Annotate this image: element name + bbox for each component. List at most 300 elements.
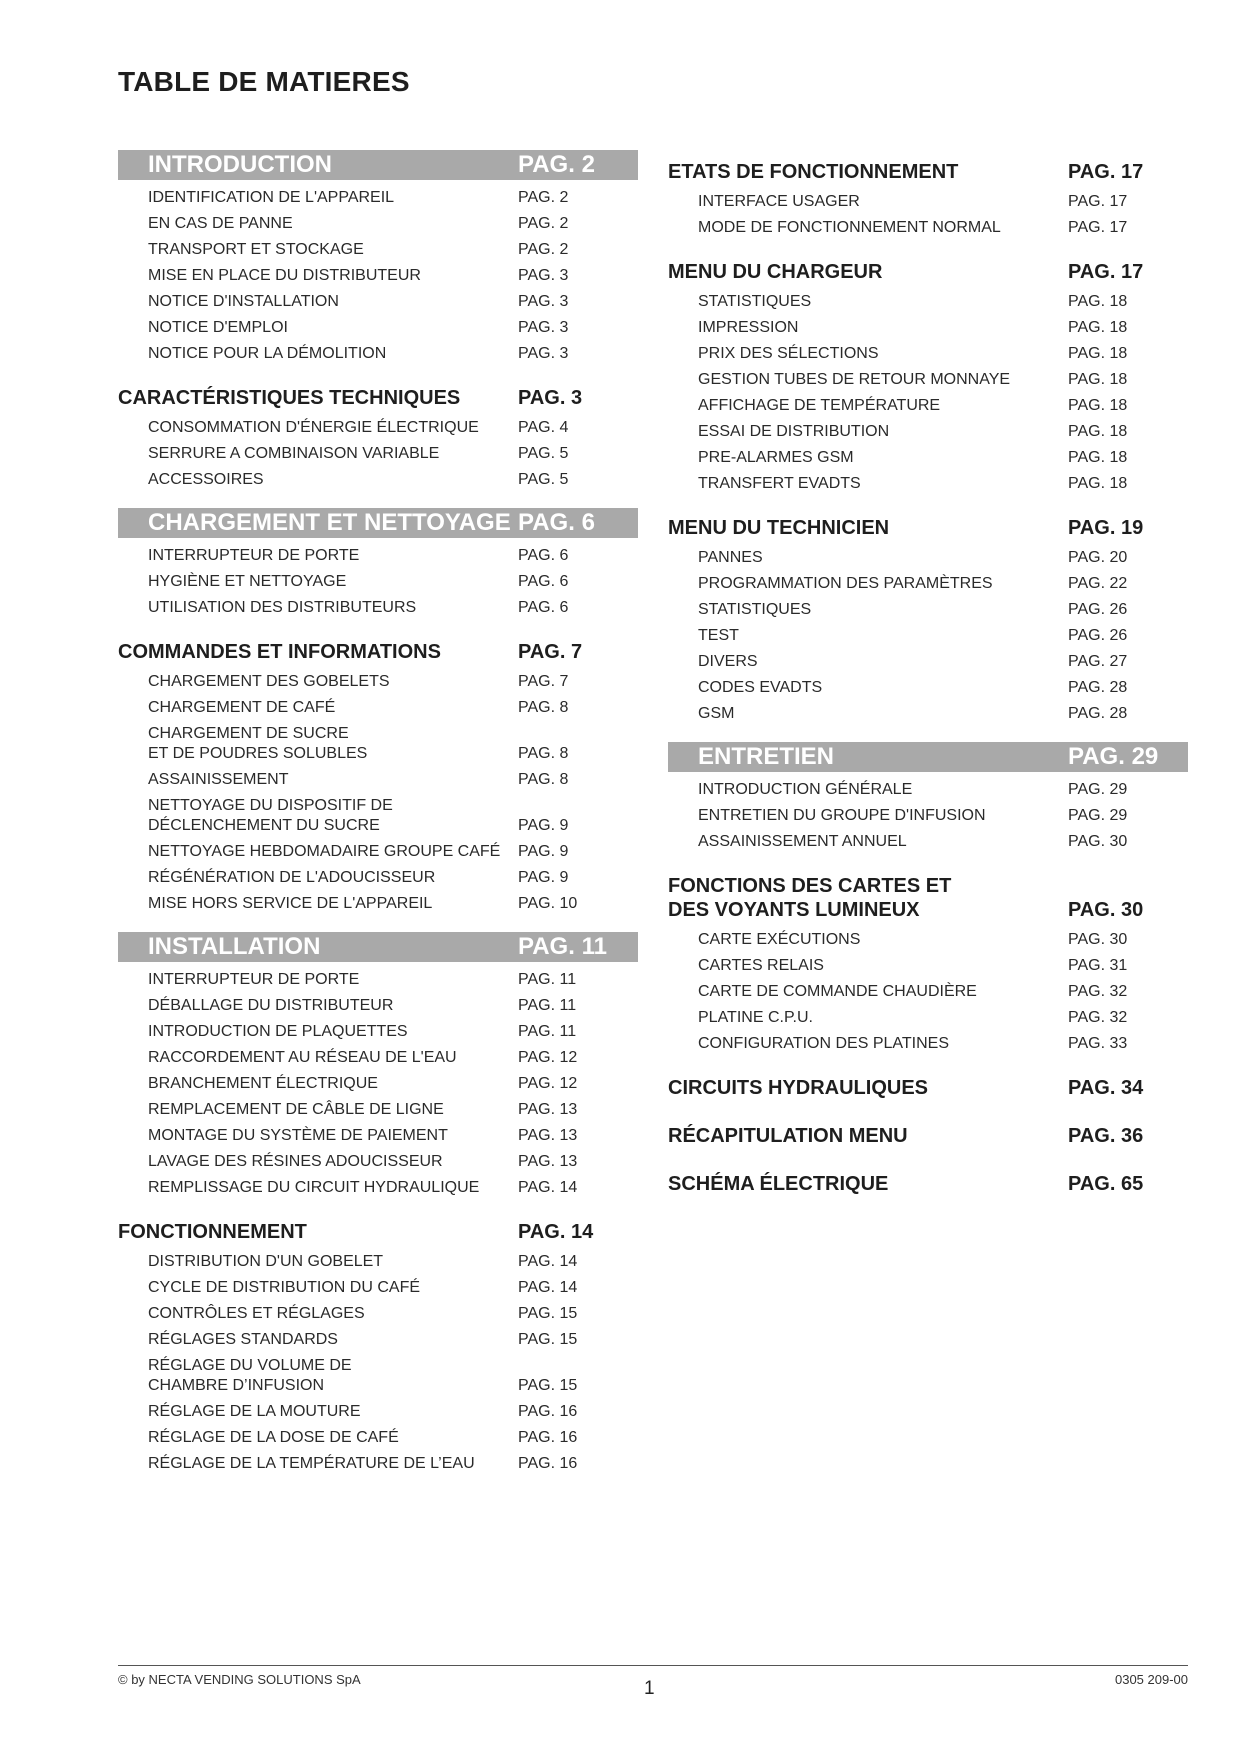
toc-item-title xyxy=(118,672,518,692)
toc-item-page: PAG. 5 xyxy=(518,471,569,488)
toc-item[interactable] xyxy=(118,416,638,442)
toc-section-heading[interactable] xyxy=(118,630,638,670)
toc-item-page: PAG. 6 xyxy=(518,599,569,616)
toc-item-page: PAG. 30 xyxy=(1068,931,1128,948)
toc-item-title-line: PRIX DES SÉLECTIONS xyxy=(698,345,879,362)
toc-item[interactable] xyxy=(668,624,1188,650)
toc-item-title-line: CARTE EXÉCUTIONS xyxy=(698,931,861,948)
toc-item-title-line: PLATINE C.P.U. xyxy=(698,1009,813,1026)
toc-section-heading[interactable] xyxy=(668,742,1188,772)
toc-section-heading[interactable] xyxy=(118,508,638,538)
section-spacer xyxy=(118,494,638,502)
section-spacer xyxy=(668,498,1188,506)
toc-section-heading[interactable] xyxy=(668,1114,1188,1154)
toc-section-title-line: CARACTÉRISTIQUES TECHNIQUES xyxy=(118,387,461,409)
toc-item-page: PAG. 29 xyxy=(1068,781,1128,798)
toc-item[interactable] xyxy=(668,368,1188,394)
toc-item-title xyxy=(668,1034,1068,1054)
toc-item-title-line: DÉBALLAGE DU DISTRIBUTEUR xyxy=(148,997,394,1014)
toc-item-title xyxy=(118,1454,518,1474)
toc-section-heading[interactable] xyxy=(668,1066,1188,1106)
toc-item-title xyxy=(118,970,518,990)
toc-item-page: PAG. 26 xyxy=(1068,627,1128,644)
toc-item-title xyxy=(118,698,518,718)
toc-item-page: PAG. 12 xyxy=(518,1075,578,1092)
toc-item-title xyxy=(118,444,518,464)
toc-item[interactable] xyxy=(118,840,638,866)
toc-right-column xyxy=(668,150,1188,1210)
toc-item-title xyxy=(668,626,1068,646)
toc-item-title-line: SERRURE A COMBINAISON VARIABLE xyxy=(148,445,440,462)
toc-item-title xyxy=(668,704,1068,724)
footer-divider xyxy=(118,1665,1188,1666)
toc-item-page: PAG. 3 xyxy=(518,267,569,284)
toc-item-page: PAG. 20 xyxy=(1068,549,1128,566)
toc-item-title-line: RÉGLAGE DU VOLUME DE xyxy=(148,1357,352,1374)
toc-item-list xyxy=(668,928,1188,1058)
toc-item[interactable] xyxy=(668,572,1188,598)
toc-item[interactable] xyxy=(118,264,638,290)
toc-item-page: PAG. 18 xyxy=(1068,319,1128,336)
toc-section-title xyxy=(668,1172,1068,1196)
toc-item[interactable] xyxy=(668,778,1188,804)
toc-item-page: PAG. 6 xyxy=(518,547,569,564)
toc-item-title xyxy=(118,1252,518,1272)
toc-section-title xyxy=(118,640,518,664)
toc-item[interactable] xyxy=(668,830,1188,856)
toc-item[interactable] xyxy=(668,546,1188,572)
toc-item-title xyxy=(118,724,518,764)
toc-item[interactable] xyxy=(118,1098,638,1124)
toc-item-page: PAG. 14 xyxy=(518,1253,578,1270)
toc-section-page: PAG. 29 xyxy=(1068,743,1159,770)
toc-item-title-line: AFFICHAGE DE TEMPÉRATURE xyxy=(698,397,941,414)
toc-item-title xyxy=(118,1152,518,1172)
toc-item-list xyxy=(668,190,1188,242)
toc-item-title-line: MISE EN PLACE DU DISTRIBUTEUR xyxy=(148,267,421,284)
toc-item[interactable] xyxy=(118,1354,638,1400)
toc-item-page: PAG. 16 xyxy=(518,1403,578,1420)
toc-item-page: PAG. 18 xyxy=(1068,397,1128,414)
toc-item[interactable] xyxy=(668,702,1188,728)
toc-item-title-line: CONSOMMATION D'ÉNERGIE ÉLECTRIQUE xyxy=(148,419,479,436)
toc-section-page: PAG. 19 xyxy=(1068,517,1144,539)
toc-item-page: PAG. 22 xyxy=(1068,575,1128,592)
toc-item[interactable] xyxy=(118,468,638,494)
toc-item-title xyxy=(668,474,1068,494)
toc-item-title xyxy=(118,1402,518,1422)
toc-section-heading[interactable] xyxy=(118,376,638,416)
toc-section-title xyxy=(668,874,1068,922)
toc-item-title xyxy=(668,422,1068,442)
toc-item-title xyxy=(118,1330,518,1350)
section-spacer xyxy=(118,622,638,630)
toc-item[interactable] xyxy=(668,650,1188,676)
toc-left-column xyxy=(118,150,638,1486)
toc-item-title xyxy=(668,600,1068,620)
toc-item-page: PAG. 10 xyxy=(518,895,578,912)
toc-item-title xyxy=(118,1126,518,1146)
toc-section-heading[interactable] xyxy=(668,150,1188,190)
toc-item-title xyxy=(118,770,518,790)
toc-item[interactable] xyxy=(668,676,1188,702)
toc-item-title-line: NETTOYAGE HEBDOMADAIRE GROUPE CAFÉ xyxy=(148,843,501,860)
toc-item-title-line: IDENTIFICATION DE L'APPAREIL xyxy=(148,189,395,206)
toc-item-title-line: INTRODUCTION GÉNÉRALE xyxy=(698,781,913,798)
toc-section-title xyxy=(118,508,518,538)
toc-item-page: PAG. 2 xyxy=(518,241,569,258)
toc-item-title xyxy=(118,1356,518,1396)
footer-document-code: 0305 209-00 xyxy=(1114,1672,1188,1687)
toc-item-page: PAG. 18 xyxy=(1068,423,1128,440)
toc-item[interactable] xyxy=(118,1176,638,1202)
toc-item-title xyxy=(668,218,1068,238)
toc-section xyxy=(118,508,638,630)
toc-item-page: PAG. 15 xyxy=(518,1331,578,1348)
toc-item-title xyxy=(668,780,1068,800)
toc-section xyxy=(668,742,1188,864)
toc-item-title-line: BRANCHEMENT ÉLECTRIQUE xyxy=(148,1075,378,1092)
toc-item[interactable] xyxy=(668,1006,1188,1032)
toc-item-title xyxy=(668,344,1068,364)
toc-section-title-line: INTRODUCTION xyxy=(148,151,332,178)
section-spacer xyxy=(668,1202,1188,1210)
toc-item[interactable] xyxy=(118,442,638,468)
toc-item[interactable] xyxy=(118,596,638,622)
toc-item-page: PAG. 7 xyxy=(518,673,569,690)
toc-item-title-line: CONTRÔLES ET RÉGLAGES xyxy=(148,1305,365,1322)
toc-item[interactable] xyxy=(118,1020,638,1046)
toc-section-heading[interactable] xyxy=(668,1162,1188,1202)
toc-item-list xyxy=(118,544,638,622)
toc-item-page: PAG. 29 xyxy=(1068,807,1128,824)
toc-item-page: PAG. 15 xyxy=(518,1305,578,1322)
toc-item[interactable] xyxy=(118,1426,638,1452)
toc-item[interactable] xyxy=(118,1452,638,1478)
toc-item-title xyxy=(668,574,1068,594)
toc-item[interactable] xyxy=(118,1072,638,1098)
section-spacer xyxy=(118,1202,638,1210)
toc-item-title xyxy=(118,1278,518,1298)
toc-item[interactable] xyxy=(118,212,638,238)
toc-item-page: PAG. 9 xyxy=(518,843,569,860)
toc-section xyxy=(118,932,638,1210)
toc-section-title-line: FONCTIONS DES CARTES ET xyxy=(668,875,952,897)
toc-item-title-line: RÉGLAGE DE LA TEMPÉRATURE DE L’EAU xyxy=(148,1455,475,1472)
toc-item[interactable] xyxy=(668,316,1188,342)
toc-item-title-line: CARTES RELAIS xyxy=(698,957,824,974)
toc-item[interactable] xyxy=(118,570,638,596)
toc-section-title xyxy=(118,386,518,410)
toc-item[interactable] xyxy=(668,980,1188,1006)
toc-item[interactable] xyxy=(668,290,1188,316)
toc-item-title-line: CHARGEMENT DE CAFÉ xyxy=(148,699,336,716)
toc-item-page: PAG. 28 xyxy=(1068,705,1128,722)
toc-item-page: PAG. 14 xyxy=(518,1179,578,1196)
toc-item[interactable] xyxy=(668,598,1188,624)
toc-item-page: PAG. 18 xyxy=(1068,293,1128,310)
toc-item-page: PAG. 33 xyxy=(1068,1035,1128,1052)
toc-item-title xyxy=(118,868,518,888)
toc-item-title-line: STATISTIQUES xyxy=(698,293,812,310)
toc-item[interactable] xyxy=(118,794,638,840)
toc-item-title-line: EN CAS DE PANNE xyxy=(148,215,293,232)
toc-item-page: PAG. 18 xyxy=(1068,475,1128,492)
toc-section xyxy=(118,1210,638,1486)
toc-item-title xyxy=(668,678,1068,698)
toc-item-title-line: INTRODUCTION DE PLAQUETTES xyxy=(148,1023,408,1040)
toc-item[interactable] xyxy=(668,190,1188,216)
toc-section-page: PAG. 14 xyxy=(518,1221,594,1243)
toc-item-title xyxy=(118,266,518,286)
toc-item-title xyxy=(118,546,518,566)
toc-item-title-line: CODES EVADTS xyxy=(698,679,823,696)
toc-item[interactable] xyxy=(668,954,1188,980)
toc-item[interactable] xyxy=(118,1124,638,1150)
footer-copyright: © by NECTA VENDING SOLUTIONS SpA xyxy=(118,1672,361,1687)
toc-item[interactable] xyxy=(668,394,1188,420)
toc-item-page: PAG. 14 xyxy=(518,1279,578,1296)
toc-section-heading[interactable] xyxy=(668,250,1188,290)
toc-item-title-line: PRE-ALARMES GSM xyxy=(698,449,854,466)
toc-item[interactable] xyxy=(118,892,638,918)
toc-item-title-line: RÉGLAGE DE LA DOSE DE CAFÉ xyxy=(148,1429,399,1446)
section-spacer xyxy=(668,856,1188,864)
toc-item-page: PAG. 9 xyxy=(518,817,569,834)
toc-item[interactable] xyxy=(118,1250,638,1276)
toc-item-title xyxy=(118,894,518,914)
toc-item-title-line: ACCESSOIRES xyxy=(148,471,264,488)
toc-section-heading[interactable] xyxy=(668,506,1188,546)
toc-item[interactable] xyxy=(118,1276,638,1302)
toc-item-page: PAG. 11 xyxy=(518,971,577,988)
toc-item-title xyxy=(118,1022,518,1042)
toc-item-title xyxy=(668,982,1068,1002)
toc-item-title-line: UTILISATION DES DISTRIBUTEURS xyxy=(148,599,417,616)
toc-item-title xyxy=(118,598,518,618)
toc-item-title xyxy=(118,344,518,364)
toc-section-heading[interactable] xyxy=(118,1210,638,1250)
toc-item-title-line: TRANSPORT ET STOCKAGE xyxy=(148,241,364,258)
toc-item-title-line: RÉGÉNÉRATION DE L'ADOUCISSEUR xyxy=(148,869,436,886)
toc-item-page: PAG. 8 xyxy=(518,699,569,716)
toc-item-title-line: TRANSFERT EVADTS xyxy=(698,475,861,492)
toc-item[interactable] xyxy=(668,420,1188,446)
toc-section-title xyxy=(118,150,518,180)
toc-item-title-line: INTERRUPTEUR DE PORTE xyxy=(148,971,360,988)
toc-item[interactable] xyxy=(668,216,1188,242)
toc-item-list xyxy=(668,778,1188,856)
toc-item-title-line: STATISTIQUES xyxy=(698,601,812,618)
toc-section-title-line: MENU DU TECHNICIEN xyxy=(668,517,890,539)
toc-section xyxy=(668,1066,1188,1114)
toc-item-page: PAG. 2 xyxy=(518,189,569,206)
toc-section xyxy=(668,150,1188,250)
toc-item-title-line: ESSAI DE DISTRIBUTION xyxy=(698,423,890,440)
toc-item-title xyxy=(118,1428,518,1448)
toc-item-title-line: CHARGEMENT DE SUCRE xyxy=(148,725,349,742)
toc-section-heading[interactable] xyxy=(118,932,638,962)
toc-item-page: PAG. 31 xyxy=(1068,957,1128,974)
toc-item-page: PAG. 27 xyxy=(1068,653,1128,670)
toc-item[interactable] xyxy=(118,994,638,1020)
toc-item-title-line: ET DE POUDRES SOLUBLES xyxy=(148,745,368,762)
toc-item-page: PAG. 8 xyxy=(518,745,569,762)
toc-item-title-line: MISE HORS SERVICE DE L'APPAREIL xyxy=(148,895,433,912)
toc-item[interactable] xyxy=(118,1046,638,1072)
toc-section xyxy=(668,864,1188,1066)
toc-item-title-line: CHARGEMENT DES GOBELETS xyxy=(148,673,390,690)
toc-item[interactable] xyxy=(118,238,638,264)
toc-item-title-line: RÉGLAGES STANDARDS xyxy=(148,1331,338,1348)
toc-item[interactable] xyxy=(118,968,638,994)
toc-section-title xyxy=(668,1076,1068,1100)
toc-item-title xyxy=(118,418,518,438)
toc-item-title-line: CYCLE DE DISTRIBUTION DU CAFÉ xyxy=(148,1279,421,1296)
toc-item-title-line: DIVERS xyxy=(698,653,758,670)
toc-item-title-line: PROGRAMMATION DES PARAMÈTRES xyxy=(698,575,993,592)
toc-item[interactable] xyxy=(118,696,638,722)
toc-item-title xyxy=(668,548,1068,568)
toc-section-page: PAG. 36 xyxy=(1068,1125,1144,1147)
toc-item[interactable] xyxy=(118,544,638,570)
toc-section-title xyxy=(668,742,1068,772)
toc-item[interactable] xyxy=(118,1302,638,1328)
toc-item-title xyxy=(118,188,518,208)
toc-section-page: PAG. 7 xyxy=(518,641,583,663)
toc-item-title-line: CONFIGURATION DES PLATINES xyxy=(698,1035,949,1052)
toc-section-heading[interactable] xyxy=(668,864,1188,928)
toc-section-title xyxy=(668,516,1068,540)
toc-item-title-line: ASSAINISSEMENT xyxy=(148,771,289,788)
toc-item-page: PAG. 11 xyxy=(518,997,577,1014)
toc-item-page: PAG. 5 xyxy=(518,445,569,462)
toc-section xyxy=(118,376,638,502)
toc-item[interactable] xyxy=(668,472,1188,498)
toc-item-list xyxy=(668,290,1188,498)
toc-item-title xyxy=(668,192,1068,212)
toc-item-page: PAG. 3 xyxy=(518,345,569,362)
toc-section-title-line: MENU DU CHARGEUR xyxy=(668,261,883,283)
toc-item-title xyxy=(118,796,518,836)
toc-section-heading[interactable] xyxy=(118,150,638,180)
toc-section-page: PAG. 3 xyxy=(518,387,583,409)
toc-section xyxy=(118,150,638,376)
section-spacer xyxy=(668,1058,1188,1066)
toc-item[interactable] xyxy=(118,316,638,342)
toc-item-title xyxy=(118,470,518,490)
toc-item-title-line: NETTOYAGE DU DISPOSITIF DE xyxy=(148,797,393,814)
toc-item-title xyxy=(118,1100,518,1120)
toc-section-title-line: ETATS DE FONCTIONNEMENT xyxy=(668,161,959,183)
toc-item-page: PAG. 2 xyxy=(518,215,569,232)
toc-item[interactable] xyxy=(118,722,638,768)
toc-item-page: PAG. 18 xyxy=(1068,345,1128,362)
section-spacer xyxy=(118,918,638,926)
toc-item[interactable] xyxy=(118,866,638,892)
toc-item[interactable] xyxy=(118,768,638,794)
toc-item-title-line: PANNES xyxy=(698,549,763,566)
toc-section-page: PAG. 6 xyxy=(518,509,595,536)
toc-item[interactable] xyxy=(118,342,638,368)
toc-section-title-line: CIRCUITS HYDRAULIQUES xyxy=(668,1077,929,1099)
toc-item-title-line: ENTRETIEN DU GROUPE D'INFUSION xyxy=(698,807,986,824)
toc-item[interactable] xyxy=(118,1328,638,1354)
toc-item[interactable] xyxy=(668,1032,1188,1058)
toc-item-title xyxy=(668,448,1068,468)
toc-item-page: PAG. 3 xyxy=(518,319,569,336)
toc-item-title-line: HYGIÈNE ET NETTOYAGE xyxy=(148,573,347,590)
toc-item[interactable] xyxy=(118,1400,638,1426)
toc-section-title-line: ENTRETIEN xyxy=(698,743,835,770)
toc-item-title-line: CHAMBRE D’INFUSION xyxy=(148,1377,325,1394)
toc-item-title-line: GSM xyxy=(698,705,735,722)
toc-item-page: PAG. 32 xyxy=(1068,1009,1128,1026)
toc-item-title xyxy=(118,996,518,1016)
toc-section-page: PAG. 11 xyxy=(518,933,607,960)
toc-item-title xyxy=(118,842,518,862)
toc-section-title-line: RÉCAPITULATION MENU xyxy=(668,1125,908,1147)
toc-item-title xyxy=(668,1008,1068,1028)
toc-item-page: PAG. 17 xyxy=(1068,193,1128,210)
toc-item-page: PAG. 13 xyxy=(518,1127,578,1144)
toc-item-page: PAG. 18 xyxy=(1068,449,1128,466)
toc-item-title-line: NOTICE POUR LA DÉMOLITION xyxy=(148,345,387,362)
toc-section xyxy=(668,1162,1188,1210)
toc-item-title-line: REMPLISSAGE DU CIRCUIT HYDRAULIQUE xyxy=(148,1179,480,1196)
toc-item-title xyxy=(668,832,1068,852)
toc-section-title xyxy=(118,1220,518,1244)
toc-item-list xyxy=(118,1250,638,1478)
toc-section-title xyxy=(118,932,518,962)
toc-section xyxy=(668,506,1188,736)
toc-item-list xyxy=(118,416,638,494)
toc-item-list xyxy=(668,546,1188,728)
section-spacer xyxy=(668,242,1188,250)
toc-item[interactable] xyxy=(668,342,1188,368)
toc-item-page: PAG. 13 xyxy=(518,1153,578,1170)
toc-item-title xyxy=(668,956,1068,976)
toc-item-page: PAG. 32 xyxy=(1068,983,1128,1000)
toc-item-title-line: GESTION TUBES DE RETOUR MONNAYE xyxy=(698,371,1011,388)
toc-item[interactable] xyxy=(118,1150,638,1176)
toc-item[interactable] xyxy=(118,290,638,316)
toc-item-title-line: CARTE DE COMMANDE CHAUDIÈRE xyxy=(698,983,977,1000)
toc-item-list xyxy=(118,968,638,1202)
toc-section-page: PAG. 65 xyxy=(1068,1173,1144,1195)
toc-section-title-line: CHARGEMENT ET NETTOYAGE xyxy=(148,509,511,536)
toc-item[interactable] xyxy=(668,446,1188,472)
toc-item[interactable] xyxy=(668,928,1188,954)
toc-item[interactable] xyxy=(668,804,1188,830)
section-spacer xyxy=(668,1154,1188,1162)
toc-item-page: PAG. 17 xyxy=(1068,219,1128,236)
toc-item-page: PAG. 9 xyxy=(518,869,569,886)
toc-item[interactable] xyxy=(118,186,638,212)
toc-section-title xyxy=(668,260,1068,284)
toc-section xyxy=(668,250,1188,506)
toc-item-page: PAG. 18 xyxy=(1068,371,1128,388)
section-spacer xyxy=(118,368,638,376)
toc-section xyxy=(118,630,638,926)
toc-section-page: PAG. 17 xyxy=(1068,261,1144,283)
toc-item-page: PAG. 12 xyxy=(518,1049,578,1066)
toc-item-title-line: NOTICE D'EMPLOI xyxy=(148,319,288,336)
toc-item-title xyxy=(668,318,1068,338)
toc-item[interactable] xyxy=(118,670,638,696)
toc-item-title-line: LAVAGE DES RÉSINES ADOUCISSEUR xyxy=(148,1153,443,1170)
toc-item-title xyxy=(118,1304,518,1324)
